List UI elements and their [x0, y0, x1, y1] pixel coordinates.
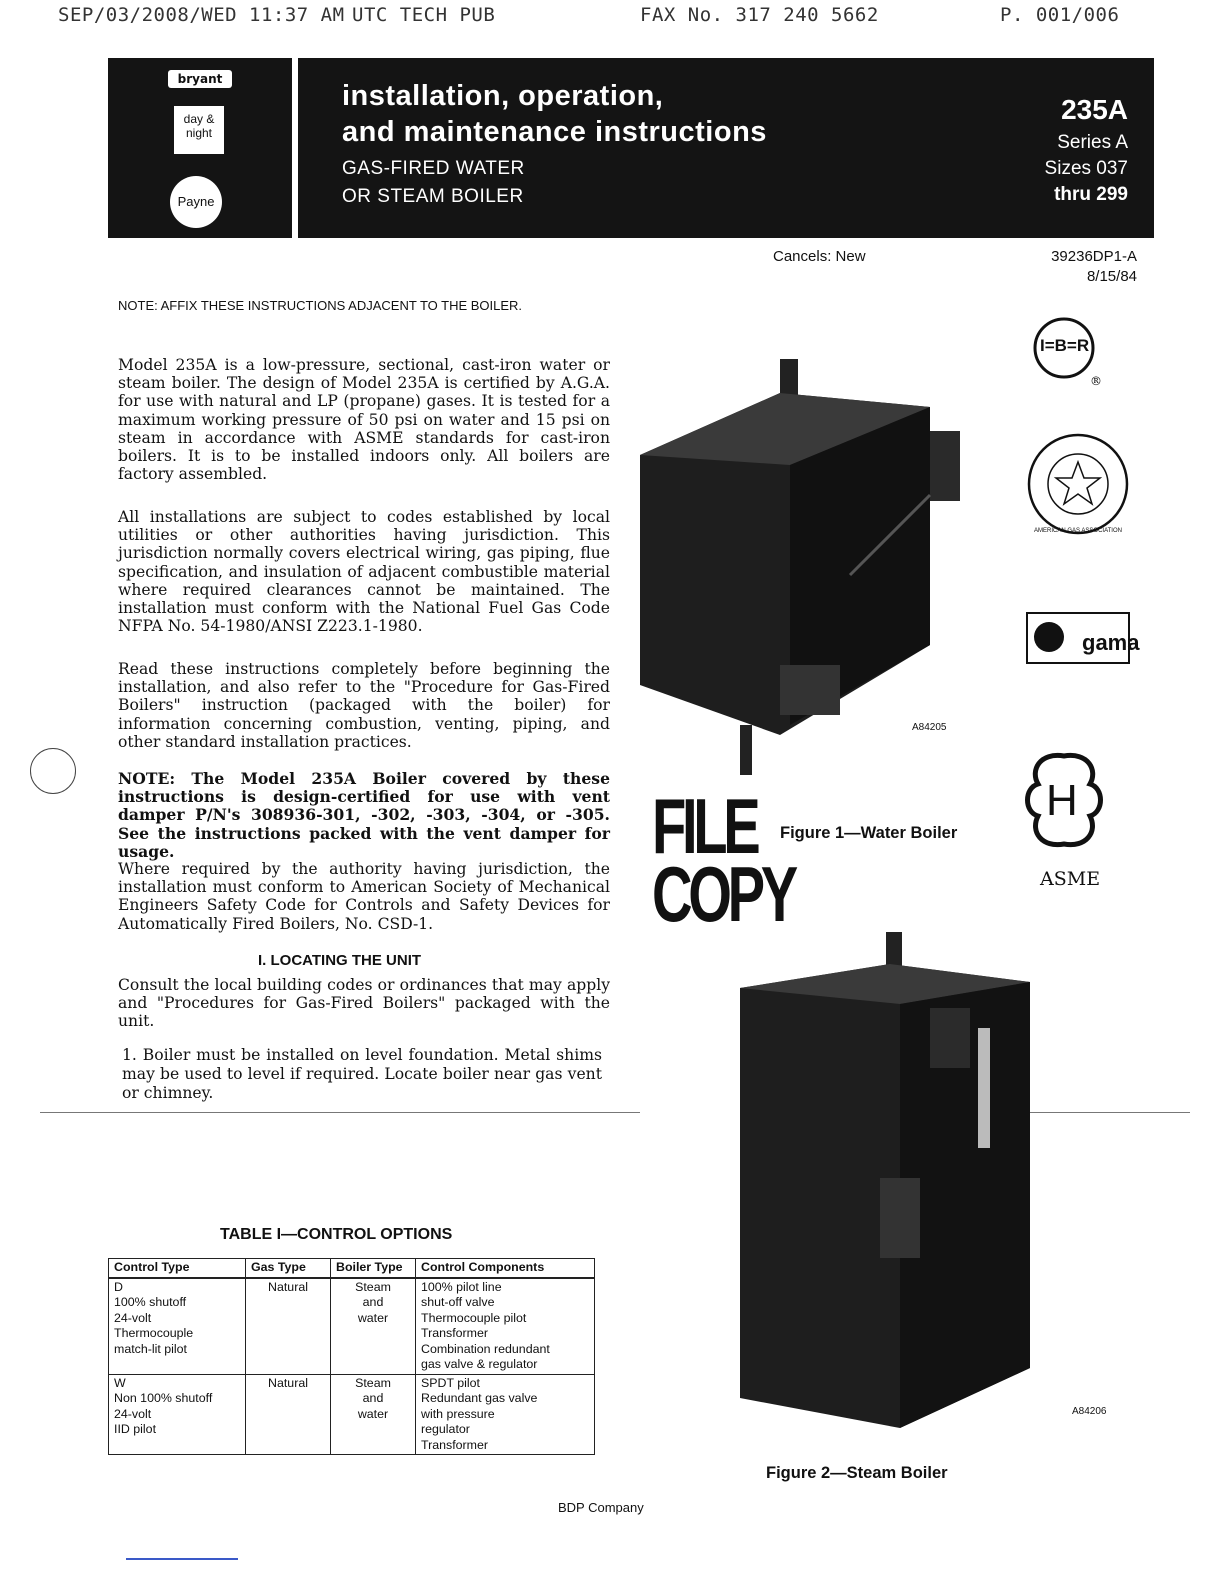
- paragraph-text: Where required by the authority having jurisdiction, the installation must conform to American Society of Mechanical Engineers Safety Code for Controls and Safety Devices for Automatically Fired Boilers, No. CSD-1.: [118, 860, 610, 933]
- fax-datetime: SEP/03/2008/WED 11:37 AM: [58, 4, 345, 26]
- fax-header: [58, 4, 1168, 28]
- ibr-logo: [1030, 316, 1106, 380]
- aga-seal-icon: [1026, 432, 1130, 536]
- divider: [40, 1112, 640, 1113]
- document-date: 8/15/84: [1086, 268, 1137, 285]
- paragraph-text: All installations are subject to codes established by local utilities or other authorities having jurisdiction. This jurisdiction normally covers electrical wiring, gas piping, flue specification, and insulation of adjacent combustible material where required clearances cannot be maintained. The installation must conform with the National Fuel Gas Code NFPA No. 54-1980/ANSI Z223.1-1980.: [118, 508, 610, 636]
- table-cell: W Non 100% shutoff 24-volt IID pilot: [109, 1374, 246, 1455]
- water-boiler-photo: [630, 345, 960, 775]
- aga-seal: [1026, 432, 1130, 536]
- vent-damper-note: [118, 770, 610, 861]
- file-copy-stamp: [652, 782, 794, 938]
- aga-seal-text: AMERICAN GAS ASSOCIATION: [1034, 528, 1122, 534]
- bryant-logo: bryant: [168, 70, 232, 88]
- table-cell: Natural: [246, 1374, 331, 1455]
- title-line-2: and maintenance instructions: [342, 116, 767, 148]
- asme-logo: [1018, 748, 1110, 852]
- figure-2-code: A84206: [1072, 1406, 1107, 1417]
- consult-paragraph: [118, 976, 610, 1031]
- paragraph-text: Model 235A is a low-pressure, sectional, cast-iron water or steam boiler. The design of Model 235A is certified by A.G.A. for use with natural and LP (propane) gases. It is tested for a maximum working pressure of 50 psi on water and 15 psi on steam in accordance with ASME standards for cast-iron boilers. It is to be installed indoors only. All boilers are factory assembled.: [118, 356, 610, 484]
- footer-rule: [126, 1558, 238, 1560]
- figure-1-caption: Figure 1—Water Boiler: [780, 824, 958, 842]
- table-cell: 100% pilot line shut-off valve Thermocouple pilot Transformer Combination redundant gas valve & regulator: [416, 1278, 595, 1375]
- model-number: 235A: [1061, 94, 1128, 125]
- paragraph-text: Consult the local building codes or ordinances that may apply and "Procedures for Gas-Fired Boilers" packaged with the unit.: [118, 976, 610, 1031]
- steam-boiler-photo: [720, 928, 1050, 1448]
- ibr-logo-text: I=B=R: [1040, 336, 1090, 355]
- subtitle-line-1: GAS-FIRED WATER: [342, 158, 525, 179]
- figure-1-code: A84205: [912, 722, 947, 733]
- read-instructions-paragraph: [118, 660, 610, 751]
- registered-mark: ®: [1090, 374, 1102, 388]
- asme-symbol: H: [1046, 776, 1078, 825]
- title-banner: [298, 58, 1154, 238]
- column-header: Gas Type: [246, 1259, 331, 1278]
- section-heading: I. LOCATING THE UNIT: [258, 952, 422, 969]
- affix-note: NOTE: AFFIX THESE INSTRUCTIONS ADJACENT TO THE BOILER.: [118, 298, 523, 313]
- sizes-label: Sizes 037: [1044, 158, 1128, 179]
- table-title: TABLE I—CONTROL OPTIONS: [220, 1226, 453, 1243]
- series-label: Series A: [1057, 132, 1128, 153]
- codes-paragraph: [118, 508, 610, 635]
- sizes-thru-label: thru 299: [1054, 184, 1128, 205]
- cancels-label: Cancels: New: [773, 248, 866, 265]
- subtitle-line-2: OR STEAM BOILER: [342, 186, 524, 207]
- gama-logo: [1026, 612, 1140, 664]
- paragraph-text: NOTE: The Model 235A Boiler covered by these instructions is design-certified for use with vent damper P/N's 308936-301, -302, -303, -304, or -305. See the instructions packed with the vent damper for usage.: [118, 769, 610, 861]
- list-item: 1. Boiler must be installed on level foundation. Metal shims may be used to level if required. Locate boiler near gas vent or chimney.: [122, 1046, 602, 1102]
- punch-hole-mark: [30, 748, 76, 794]
- table-cell: Steam and water: [331, 1374, 416, 1455]
- column-header: Control Type: [109, 1259, 246, 1278]
- figure-2-caption: Figure 2—Steam Boiler: [766, 1464, 948, 1482]
- payne-logo: Payne: [170, 176, 222, 228]
- stamp-line: COPY: [652, 850, 794, 938]
- gama-logo-text: gama: [1082, 630, 1140, 655]
- asme-label: ASME: [1040, 868, 1101, 890]
- table-cell: SPDT pilot Redundant gas valve with pressure regulator Transformer: [416, 1374, 595, 1455]
- brand-logo-block: [108, 58, 292, 238]
- stamp-line: FILE: [652, 782, 757, 870]
- gama-g-icon: [1034, 622, 1064, 652]
- title-line-1: installation, operation,: [342, 80, 664, 112]
- table-cell: Natural: [246, 1278, 331, 1375]
- column-header: Control Components: [416, 1259, 595, 1278]
- fax-page: P. 001/006: [1000, 4, 1120, 26]
- fax-number: FAX No. 317 240 5662: [640, 4, 879, 26]
- control-options-table: [108, 1258, 595, 1455]
- table-row: [109, 1374, 595, 1455]
- paragraph-text: Read these instructions completely before beginning the installation, and also refer to the "Procedure for Gas-Fired Boilers" instruction (packaged with the boiler) for information concerning combustion, venting, piping, and other standard installation practices.: [118, 660, 610, 751]
- daynight-logo: day & night: [174, 106, 224, 154]
- footer-company: BDP Company: [558, 1500, 644, 1515]
- document-number: 39236DP1-A: [1051, 248, 1137, 265]
- intro-paragraph: [118, 356, 610, 483]
- column-header: Boiler Type: [331, 1259, 416, 1278]
- table-cell: D 100% shutoff 24-volt Thermocouple match-lit pilot: [109, 1278, 246, 1375]
- table-row: [109, 1278, 595, 1375]
- fax-sender: UTC TECH PUB: [352, 4, 496, 26]
- table-header-row: [109, 1259, 595, 1278]
- asme-paragraph: [118, 860, 610, 933]
- table-cell: Steam and water: [331, 1278, 416, 1375]
